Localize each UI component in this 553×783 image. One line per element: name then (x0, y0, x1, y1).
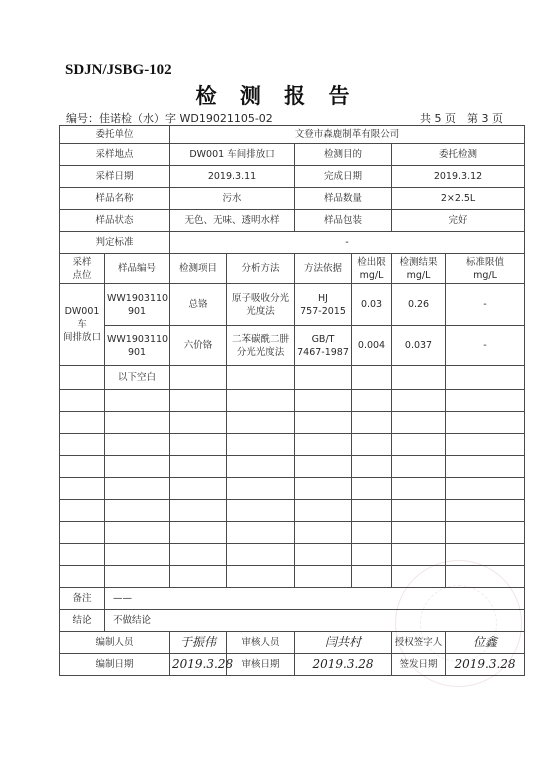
site-label: 采样地点 (60, 144, 170, 166)
sample-name-label: 样品名称 (60, 188, 170, 210)
complete-date-value: 2019.3.12 (392, 166, 525, 188)
blank-row (60, 478, 525, 500)
blank-row (60, 566, 525, 588)
conclusion-label: 结论 (60, 610, 105, 632)
blank-row (60, 500, 525, 522)
result-method: 原子吸收分光 光度法 (227, 284, 295, 326)
blank-row (60, 456, 525, 478)
conclusion-value: 不做结论 (105, 610, 525, 632)
result-value: 0.037 (392, 326, 446, 366)
purpose-label: 检测目的 (295, 144, 392, 166)
date-signature-row (60, 654, 525, 676)
result-std-limit: - (446, 326, 525, 366)
page-count: 共 5 页 第 3 页 (420, 112, 503, 125)
header-std-limit: 标准限值 mg/L (446, 254, 525, 284)
reviewer-signature: 闫共村 (295, 632, 392, 654)
blank-note: 以下空白 (105, 366, 170, 390)
blank-row (60, 544, 525, 566)
result-item: 总铬 (170, 284, 227, 326)
header-basis: 方法依据 (295, 254, 352, 284)
remark-label: 备注 (60, 588, 105, 610)
signer-label: 授权签字人 (392, 632, 446, 654)
result-std-limit: - (446, 284, 525, 326)
purpose-value: 委托检测 (392, 144, 525, 166)
complete-date-label: 完成日期 (295, 166, 392, 188)
header-point: 采样 点位 (60, 254, 105, 284)
signer-signature: 位鑫 (446, 632, 525, 654)
header-method: 分析方法 (227, 254, 295, 284)
result-row (60, 284, 525, 326)
sample-state-label: 样品状态 (60, 210, 170, 232)
reviewer-label: 审核人员 (227, 632, 295, 654)
sample-pack-label: 样品包装 (295, 210, 392, 232)
result-limit: 0.004 (352, 326, 392, 366)
sample-qty-label: 样品数量 (295, 188, 392, 210)
site-row (60, 144, 525, 166)
remark-value: —— (105, 588, 525, 610)
compile-date-value: 2019.3.28 (170, 654, 227, 676)
result-value: 0.26 (392, 284, 446, 326)
review-date-label: 审核日期 (227, 654, 295, 676)
client-value: 文登市森鹿制革有限公司 (170, 126, 525, 144)
sample-name-value: 污水 (170, 188, 295, 210)
sampling-point: DW001 车 间排放口 (60, 284, 105, 366)
result-limit: 0.03 (352, 284, 392, 326)
result-sample-no: WW1903110 901 (105, 326, 170, 366)
site-value: DW001 车间排放口 (170, 144, 295, 166)
issue-date-label: 签发日期 (392, 654, 446, 676)
sample-date-value: 2019.3.11 (170, 166, 295, 188)
results-header-row (60, 254, 525, 284)
sample-pack-value: 完好 (392, 210, 525, 232)
sample-name-row (60, 188, 525, 210)
blank-row (60, 522, 525, 544)
result-item: 六价铬 (170, 326, 227, 366)
blank-row (60, 390, 525, 412)
compiler-label: 编制人员 (60, 632, 170, 654)
blank-row (60, 434, 525, 456)
document-code: SDJN/JSBG-102 (65, 62, 172, 78)
standard-label: 判定标准 (60, 232, 170, 254)
sample-state-row (60, 210, 525, 232)
header-sample-no: 样品编号 (105, 254, 170, 284)
report-title: 检 测 报 告 (195, 84, 358, 108)
compiler-signature: 于振伟 (170, 632, 227, 654)
date-row (60, 166, 525, 188)
result-basis: HJ 757-2015 (295, 284, 352, 326)
compile-date-label: 编制日期 (60, 654, 170, 676)
issue-date-value: 2019.3.28 (446, 654, 525, 676)
sample-date-label: 采样日期 (60, 166, 170, 188)
client-row (60, 126, 525, 144)
sample-state-value: 无色、无味、透明水样 (170, 210, 295, 232)
serial-number: 编号：佳诺检（水）字 WD19021105-02 (66, 112, 273, 125)
signature-row (60, 632, 525, 654)
blank-row (60, 412, 525, 434)
standard-value: - (170, 232, 525, 254)
client-label: 委托单位 (60, 126, 170, 144)
blank-row (60, 366, 525, 390)
header-limit: 检出限 mg/L (352, 254, 392, 284)
remark-row (60, 588, 525, 610)
conclusion-row (60, 610, 525, 632)
result-row (60, 326, 525, 366)
result-sample-no: WW1903110 901 (105, 284, 170, 326)
report-table (59, 125, 525, 676)
sample-qty-value: 2×2.5L (392, 188, 525, 210)
result-basis: GB/T 7467-1987 (295, 326, 352, 366)
standard-row (60, 232, 525, 254)
review-date-value: 2019.3.28 (295, 654, 392, 676)
result-method: 二苯碳酰二肼 分光光度法 (227, 326, 295, 366)
header-item: 检测项目 (170, 254, 227, 284)
header-result: 检测结果 mg/L (392, 254, 446, 284)
